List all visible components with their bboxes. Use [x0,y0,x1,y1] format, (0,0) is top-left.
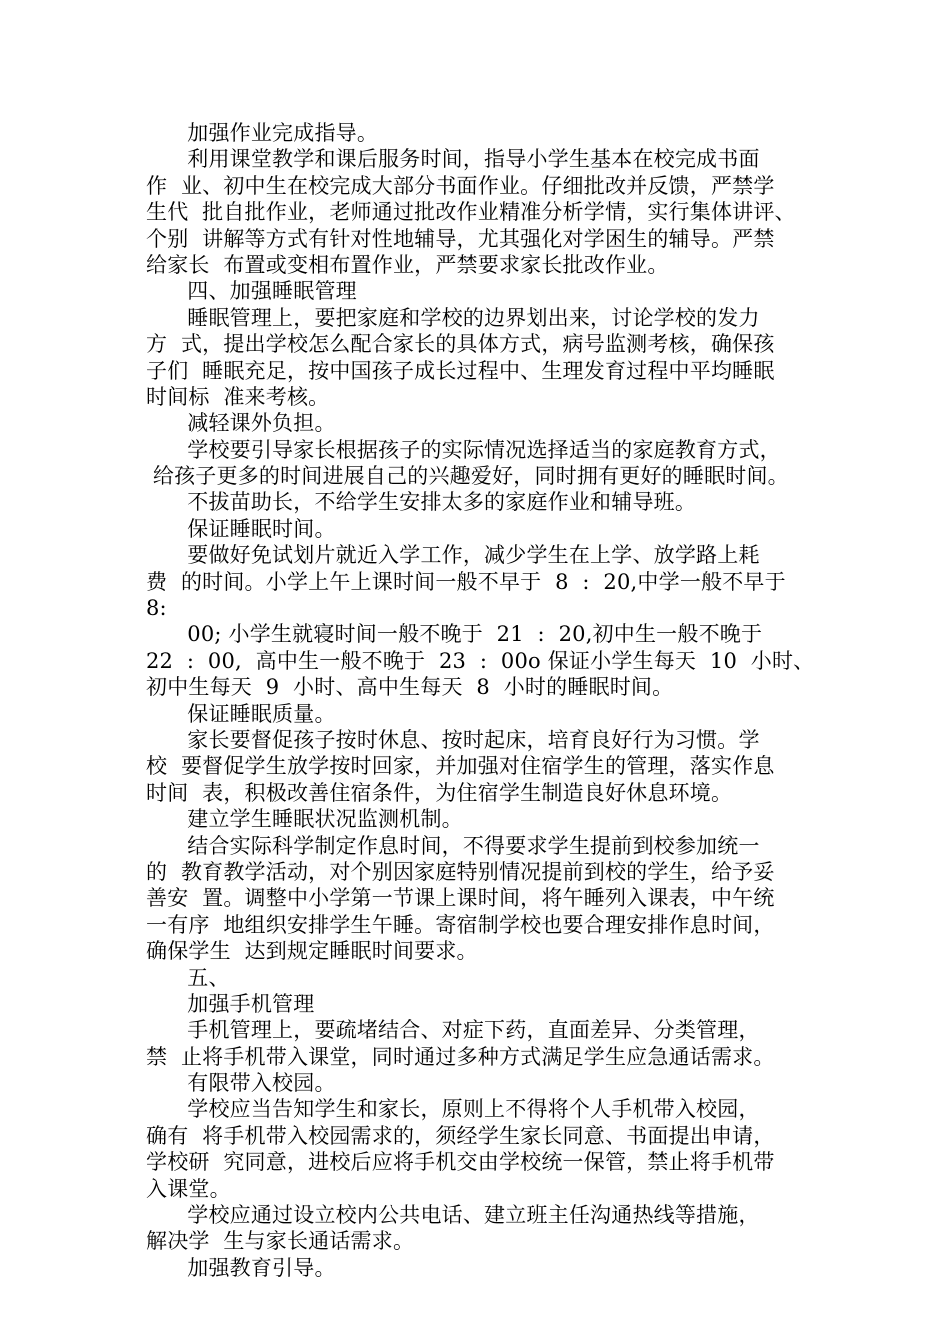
text-line: 建立学生睡眠状况监测机制。 [146,807,463,832]
text-line: 子们 睡眠充足，按中国孩子成长过程中、生理发育过程中平均睡眠 [146,358,775,383]
text-line: 有限带入校园。 [146,1071,336,1096]
text-line: 确保学生 达到规定睡眠时间要求。 [146,939,478,964]
text-line: 家长要督促孩子按时休息、按时起床，培育良好行为习惯。学 [146,727,760,752]
text-line: 一有序 地组织安排学生午睡。寄宿制学校也要合理安排作息时间， [146,912,775,937]
text-line: 保证睡眠时间。 [146,516,336,541]
text-line: 解决学 生与家长通话需求。 [146,1229,415,1254]
text-line: 00; 小学生就寝时间一般不晚于 21 : 20,初中生一般不晚于 [146,622,763,647]
text-line: 睡眠管理上，要把家庭和学校的边界划出来，讨论学校的发力 [146,305,760,330]
text-line: 学校要引导家长根据孩子的实际情况选择适当的家庭教育方式， [146,437,781,462]
text-line: 禁 止将手机带入课堂，同时通过多种方式满足学生应急通话需求。 [146,1044,775,1069]
text-line: 五、 [146,965,230,990]
text-line: 个别 讲解等方式有针对性地辅导，尤其强化对学困生的辅导。严禁 [146,226,775,251]
text-line: 给孩子更多的时间进展自己的兴趣爱好，同时拥有更好的睡眠时间。 [146,464,789,489]
text-line: 给家长 布置或变相布置作业，严禁要求家长批改作业。 [146,252,669,277]
text-line: 方 式，提出学校怎么配合家长的具体方式，病号监测考核，确保孩 [146,332,775,357]
text-line: 学校研 究同意，进校后应将手机交由学校统一保管，禁止将手机带 [146,1150,775,1175]
text-line: 善安 置。调整中小学第一节课上课时间，将午睡列入课表，中午统 [146,886,775,911]
text-line: 加强教育引导。 [146,1255,336,1280]
text-line: 保证睡眠质量。 [146,701,336,726]
text-line: 利用课堂教学和课后服务时间，指导小学生基本在校完成书面 [146,147,760,172]
text-line: 减轻课外负担。 [146,411,336,436]
text-line: 入课堂。 [146,1176,231,1201]
text-line: 时间 表，积极改善住宿条件，为住宿学生制造良好休息环境。 [146,780,733,805]
text-line: 要做好免试划片就近入学工作，减少学生在上学、放学路上耗 [146,543,760,568]
text-line: 初中生每天 9 小时、高中生每天 8 小时的睡眠时间。 [146,675,674,700]
text-line: 时间标 准来考核。 [146,384,330,409]
text-line: 加强手机管理 [146,991,315,1016]
document-body [146,120,816,1281]
text-line: 生代 批自批作业，老师通过批改作业精准分析学情，实行集体讲评、 [146,200,796,225]
text-line: 确有 将手机带入校园需求的，须经学生家长同意、书面提出申请， [146,1123,775,1148]
text-line: 8: [146,596,167,621]
text-line: 四、加强睡眠管理 [146,279,357,304]
text-line: 学校应当告知学生和家长，原则上不得将个人手机带入校园， [146,1097,760,1122]
text-line: 校 要督促学生放学按时回家，并加强对住宿学生的管理，落实作息 [146,754,775,779]
text-line: 学校应通过设立校内公共电话、建立班主任沟通热线等措施， [146,1203,760,1228]
text-line: 的 教育教学活动，对个别因家庭特别情况提前到校的学生，给予妥 [146,859,775,884]
text-line: 作 业、初中生在校完成大部分书面作业。仔细批改并反馈，严禁学 [146,173,775,198]
text-line: 费 的时间。小学上午上课时间一般不早于 8 : 20,中学一般不早于 [146,569,786,594]
text-line: 加强作业完成指导。 [146,121,379,145]
text-line: 结合实际科学制定作息时间，不得要求学生提前到校参加统一 [146,833,760,858]
text-line: 22 : 00, 高中生一般不晚于 23 : 00o 保证小学生每天 10 小时、 [146,648,815,673]
text-line: 不拔苗助长，不给学生安排太多的家庭作业和辅导班。 [146,490,697,515]
text-line: 手机管理上，要疏堵结合、对症下药，直面差异、分类管理， [146,1018,760,1043]
